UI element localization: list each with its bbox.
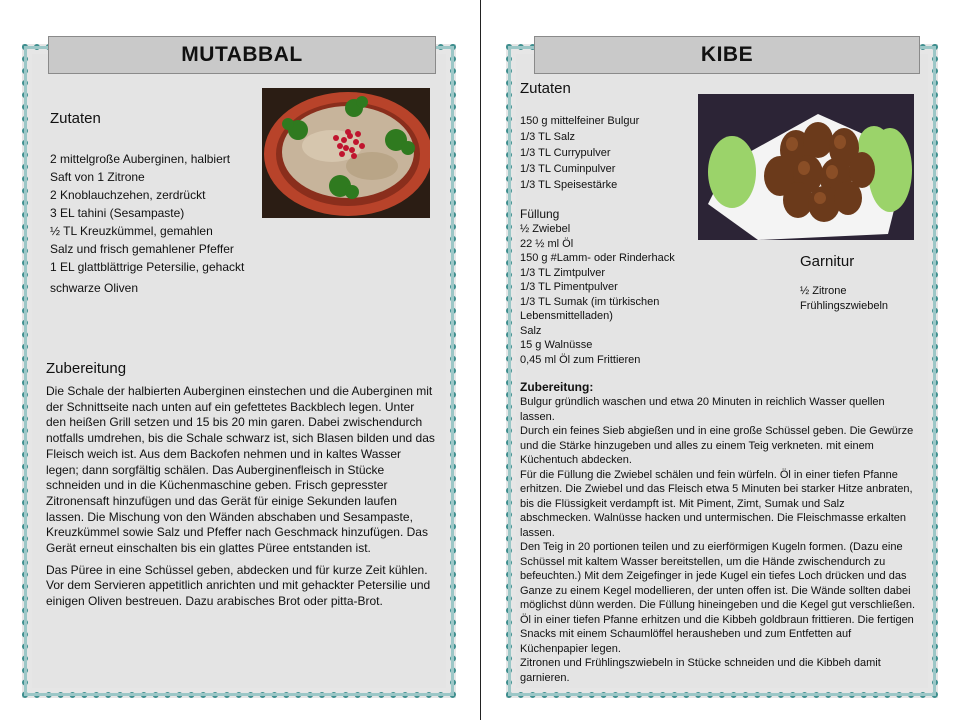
list-item: ½ TL Kreuzkümmel, gemahlen [50,224,213,238]
kibe-method [520,395,918,685]
kibe-filling-list [520,222,700,367]
list-item: 1/3 TL Sumak (im türkischen [520,295,660,308]
list-item: 1/3 TL Cuminpulver [520,163,616,175]
list-item: ½ Zwiebel [520,223,571,235]
method-paragraph: Die Schale der halbierten Auberginen einstechen und die Auberginen mit der Schnittseite nach unten auf ein gefettetes Backblech legen. Unter den heißen Grill setzen und 15 bis 20 min garen. Dabei zwischendurch notfalls umdrehen, bis die Schale schwarz ist, sich Blasen bilden und das Fleisch weich ist. Aus dem Backofen nehmen und in kaltes Wasser legen; dann sorgfältig schälen. Das Auberginenfleisch in Stücke schneiden und in die Küchenmaschine geben. Frisch gepresster Zitronensaft hinzufügen und das Gerät für einige Sekunden laufen lassen. Die Mischung von den Wänden abschaben und Sesampaste, Kreuzkümmel sowie Salz und Pfeffer nach Geschmack hinzufügen. Das Gerät erneut einschalten bis ein glattes Püree entstanden ist. [46,384,435,556]
method-paragraph: Den Teig in 20 portionen teilen und zu eierförmigen Kugeln formen. (Dazu eine Schüssel mit kaltem Wasser bereitstellen, um die Hände zwischendurch zu befeuchten.) Mit dem Zeigefinger in jede Kugel ein tiefes Loch drücken und das Ganze zu einem Kegel modellieren, der unten offen ist. Die Wände sollten dabei möglichst dünn werden. Die Füllung hineingeben und die Kegel gut verschließen. [520,541,916,611]
list-item: Salz und frisch gemahlener Pfeffer [50,242,234,256]
mutabbal-method [46,384,436,610]
kibe-ingredients-list [520,113,700,193]
mutabbal-ingredients-list [50,150,274,297]
method-paragraph: Zitronen und Frühlingszwiebeln in Stücke schneiden und die Kibbeh damit garnieren. [520,657,881,684]
list-item: 2 Knoblauchzehen, zerdrückt [50,188,206,202]
list-item: 1/3 TL Zimtpulver [520,266,605,279]
list-item: Saft von 1 Zitrone [50,170,145,184]
kibe-filling-heading: Füllung [520,207,560,221]
method-paragraph: Bulgur gründlich waschen und etwa 20 Minuten in reichlich Wasser quellen lassen. [520,396,885,423]
list-item: 2 mittelgroße Auberginen, halbiert [50,152,231,166]
mutabbal-ingredients-heading: Zutaten [50,110,101,127]
kibe-method-heading: Zubereitung: [520,380,594,394]
list-item: 1/3 TL Pimentpulver [520,281,618,293]
list-item: ½ Zitrone [800,285,847,297]
mutabbal-method-heading: Zubereitung [46,360,127,377]
method-paragraph: Für die Füllung die Zwiebel schälen und fein würfeln. Öl in einer tiefen Pfanne erhitzen. Die Zwiebel und das Fleisch etwa 5 Minuten bei starker Hitze anbraten, bis die Flüssigkeit verdampft ist. Mit Piment, Zimt, Sumak und Salz abschmecken. Walnüsse hacken und untermischen. Die Fleischmasse erkalten lassen. [520,468,913,539]
list-item: 150 g mittelfeiner Bulgur [520,115,640,127]
list-item: 3 EL tahini (Sesampaste) [50,206,185,220]
list-item: 1/3 TL Salz [520,131,576,143]
kibe-photo [698,94,914,240]
list-item: 1/3 TL Speisestärke [520,179,618,191]
list-item: Lebensmittelladen) [520,310,613,322]
list-item: 15 g Walnüsse [520,339,593,351]
list-item: 22 ½ ml Öl [520,237,574,250]
kibe-garnish-list [800,284,920,313]
list-item: Salz [520,324,542,337]
kibe-garnish-heading: Garnitur [800,253,855,270]
method-paragraph: Öl in einer tiefen Pfanne erhitzen und die Kibbeh goldbraun frittieren. Die fertigen Snacks mit einem Schaumlöffel herausheben und zum Entfetten auf Küchenpapier legen. [520,613,914,655]
list-item: 1 EL glattblättrige Petersilie, gehackt [50,260,245,274]
list-item: 150 g #Lamm- oder Rinderhack [520,252,675,264]
list-item: 0,45 ml Öl zum Frittieren [520,353,641,366]
kibe-ingredients-heading: Zutaten [520,80,571,97]
list-item: 1/3 TL Currypulver [520,147,611,159]
method-paragraph: Durch ein feines Sieb abgießen und in eine große Schüssel geben. Die Gewürze und die Stärke hinzugeben und alles zu einem Teig verkneten. mit einem Küchentuch abdecken. [520,425,914,466]
mutabbal-title: MUTABBAL [48,36,436,74]
kibe-title: KIBE [534,36,920,74]
list-item: Frühlingszwiebeln [800,299,889,312]
page-divider [480,0,481,720]
mutabbal-photo [262,88,430,218]
method-paragraph: Das Püree in eine Schüssel geben, abdecken und für kurze Zeit kühlen. Vor dem Servieren appetitlich anrichten und mit gehackter Petersilie und einigen Oliven bestreuen. Dazu arabisches Brot oder pitta-Brot. [46,562,431,609]
list-item: schwarze Oliven [50,281,139,295]
